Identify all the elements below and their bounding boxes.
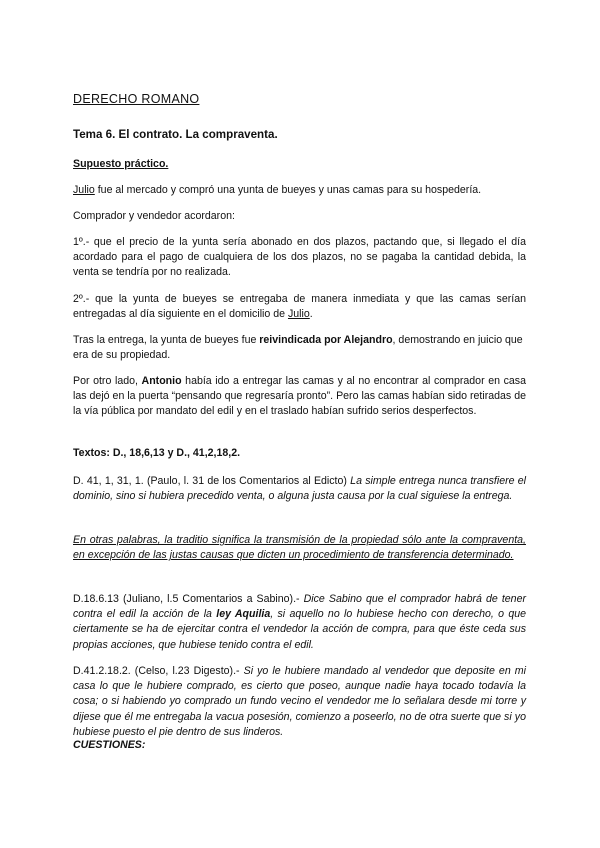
citation-quote: Si yo le hubiere mandado al vendedor que deposite en mi casa lo que le hubiere comprado, es cierto que poseo, aunque nadie haya tocado todavía la cosa; o si habiendo yo comprado un fundo vecino el vendedor me lo señalara desde mi torre y dijese que él me entregaba la vacua posesión, comienzo a poseerlo, no de otra suerte que si yo hubiese puesto el pie dentro de sus linderos. bbox=[73, 665, 526, 738]
citation-quote-c: , si aquello no lo hubiese hecho con derecho, o que ciertamente se ha de ejercitar contra el vendedor la acción de compra, para que éste ceda sus propias acciones, que hubiese tenido contra el edil. bbox=[73, 608, 526, 651]
text-digest-41-1-31 bbox=[73, 474, 526, 504]
paragraph-5-c: , demostrando en juicio que era de su propiedad. bbox=[73, 334, 523, 362]
document-heading: DERECHO ROMANO bbox=[73, 92, 200, 106]
cuestiones-title: CUESTIONES: bbox=[73, 739, 146, 751]
text-digest-41-2-18-2 bbox=[73, 664, 526, 740]
citation-quote-bold: ley Aquilia bbox=[216, 608, 271, 621]
paragraph-5-a: Tras la entrega, la yunta de bueyes fue bbox=[73, 334, 260, 346]
paragraph-1 bbox=[73, 183, 526, 198]
citation-quote: La simple entrega nunca transfiere el dominio, sino si hubiera precedido venta, o alguna justa causa por la cual siguiese la entrega. bbox=[73, 475, 526, 503]
citation-ref: D.18.6.13 (Juliano, l.5 Comentarios a Sabino).- bbox=[73, 593, 304, 605]
paragraph-4-end: . bbox=[309, 308, 313, 321]
paragraph-1-text: fue al mercado y compró una yunta de bueyes y unas camas para su hospedería. bbox=[94, 184, 482, 196]
paragraph-6 bbox=[73, 374, 526, 420]
paragraph-6-c: había ido a entregar las camas y al no encontrar al comprador en casa las dejó en la puerta “pensando que regresaría pronto”. Pero las camas habían sido retiradas de la vía pública por mandato del edil y en el traslado habían sufrido serios desperfectos. bbox=[73, 375, 526, 418]
textos-title: Textos: D., 18,6,13 y D., 41,2,18,2. bbox=[73, 447, 241, 459]
paragraph-5-bold: reivindicada por Alejandro bbox=[259, 334, 393, 346]
explanatory-note: En otras palabras, la traditio significa la transmisión de la propiedad sólo ante la compraventa, en excepción de las justas causas que dicten un procedimiento de transferencia determinado. bbox=[73, 534, 526, 562]
topic-title: Tema 6. El contrato. La compraventa. bbox=[73, 128, 278, 141]
paragraph-5 bbox=[73, 333, 526, 363]
name-julio: Julio bbox=[287, 308, 310, 321]
citation-quote-a: Dice Sabino que el comprador habrá de tener contra el edil la acción de la bbox=[73, 593, 526, 621]
paragraph-3: 1º.- que el precio de la yunta sería abonado en dos plazos, pactando que, si llegado el día acordado para el pago de cualquiera de los dos plazos, no se pagaba la cantidad debida, la venta se tendría por no realizada. bbox=[73, 236, 526, 279]
paragraph-2: Comprador y vendedor acordaron: bbox=[73, 210, 235, 222]
supuesto-title: Supuesto práctico. bbox=[73, 158, 169, 170]
citation-ref: D. 41, 1, 31, 1. (Paulo, l. 31 de los Comentarios al Edicto) bbox=[73, 475, 351, 487]
text-digest-18-6-13 bbox=[73, 592, 526, 653]
paragraph-6-bold: Antonio bbox=[141, 375, 182, 387]
paragraph-4-text: 2º.- que la yunta de bueyes se entregaba de manera inmediata y que las camas serían entregadas al día siguiente en el domicilio de bbox=[73, 293, 526, 321]
paragraph-6-a: Por otro lado, bbox=[73, 375, 142, 387]
name-julio: Julio bbox=[73, 184, 95, 196]
citation-ref: D.41.2.18.2. (Celso, l.23 Digesto).- bbox=[73, 665, 244, 677]
paragraph-4 bbox=[73, 292, 526, 322]
